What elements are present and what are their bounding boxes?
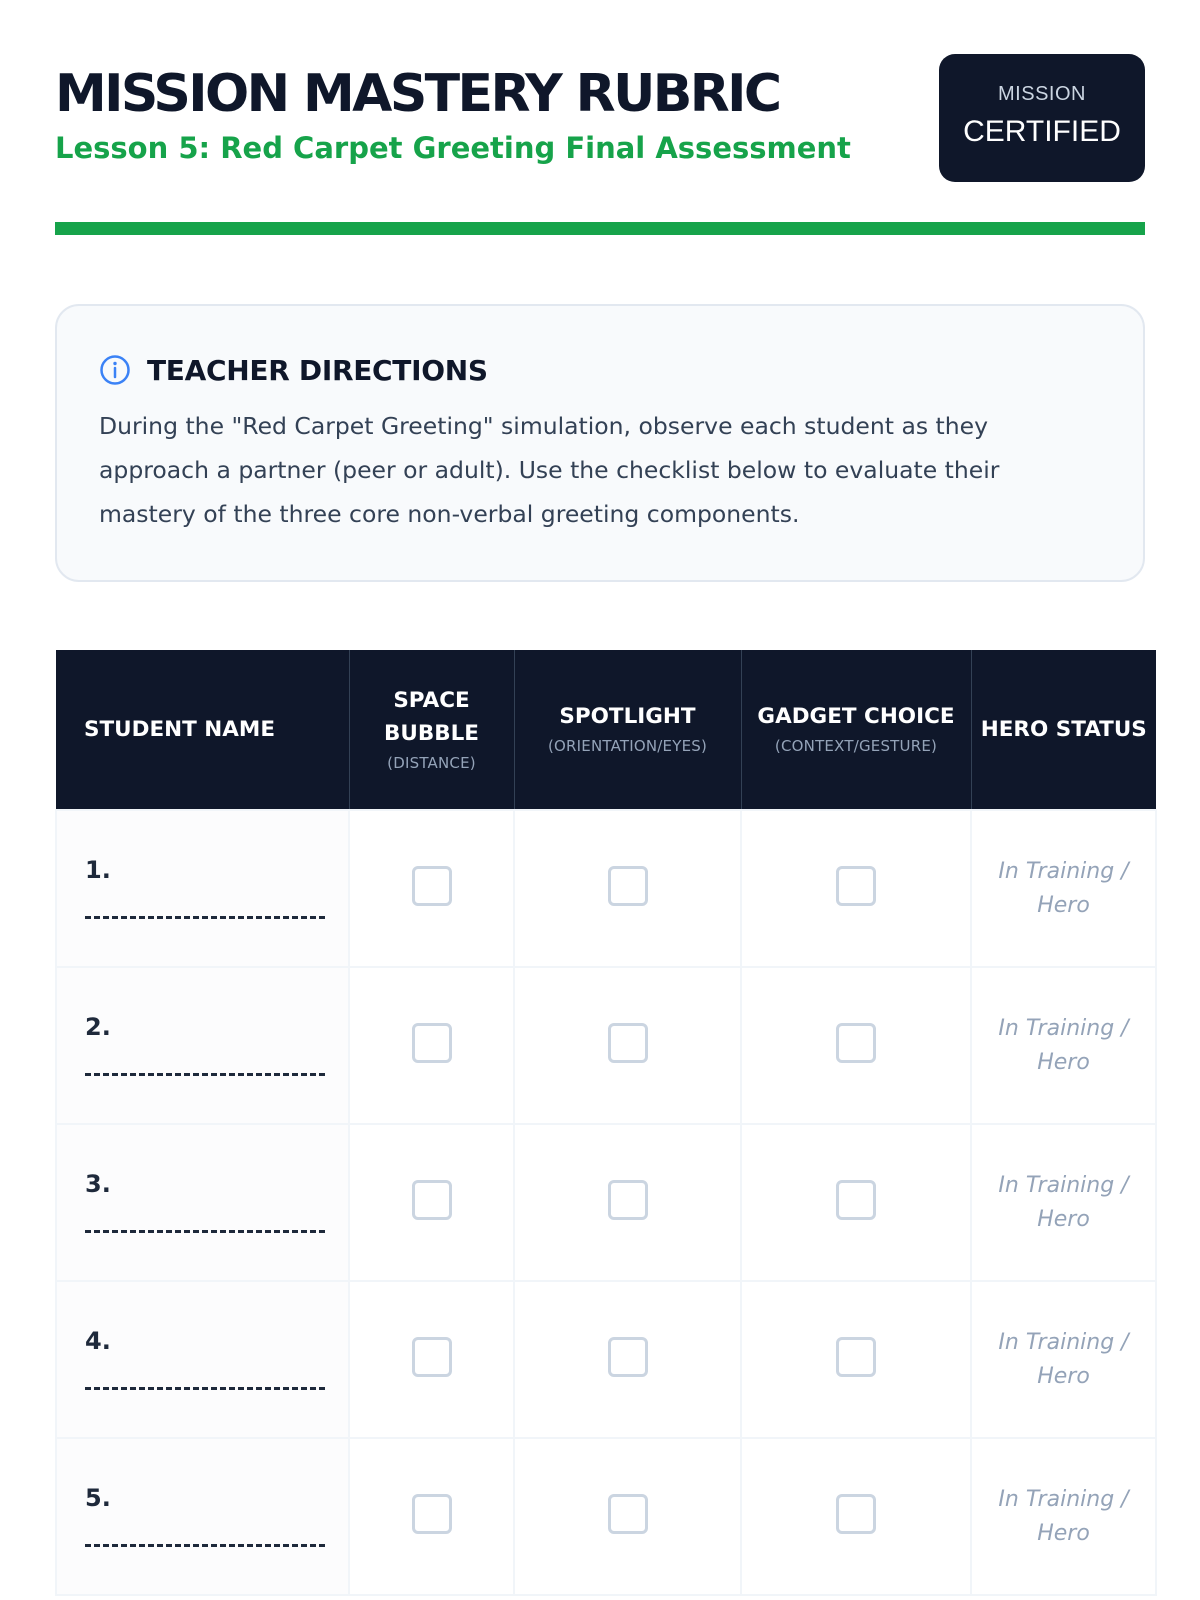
spotlight-cell — [514, 810, 741, 967]
spotlight-checkbox[interactable] — [608, 866, 648, 906]
gadget-choice-checkbox[interactable] — [836, 1494, 876, 1534]
badge-value: CERTIFIED — [963, 115, 1121, 148]
student-name-blank[interactable] — [85, 1072, 325, 1076]
gadget-choice-cell — [741, 810, 971, 967]
column-sublabel: (DISTANCE) — [387, 753, 476, 772]
gadget-choice-checkbox[interactable] — [836, 1180, 876, 1220]
space-bubble-cell — [349, 1281, 514, 1438]
hero-status-cell — [971, 967, 1156, 1124]
space-bubble-cell — [349, 810, 514, 967]
column-header-space-bubble — [349, 650, 514, 810]
directions-text: During the "Red Carpet Greeting" simulation, observe each student as they approach a partner (peer or adult). Use the checklist below to evaluate their mastery of the three core non-verbal greeting components. — [99, 412, 1000, 528]
table-header-row — [56, 650, 1156, 810]
gadget-choice-checkbox[interactable] — [836, 1337, 876, 1377]
table-row — [56, 967, 1156, 1124]
certified-badge — [939, 54, 1145, 182]
page-title: MISSION MASTERY RUBRIC — [55, 64, 780, 124]
hero-status-text: In Training / Hero — [998, 1015, 1129, 1075]
hero-status-text: In Training / Hero — [998, 858, 1129, 918]
student-name-cell — [56, 1281, 349, 1438]
table-row — [56, 1124, 1156, 1281]
header-divider — [55, 222, 1145, 235]
spotlight-checkbox[interactable] — [608, 1337, 648, 1377]
directions-title: TEACHER DIRECTIONS — [147, 353, 488, 387]
gadget-choice-checkbox[interactable] — [836, 866, 876, 906]
directions-heading — [99, 350, 1101, 390]
space-bubble-checkbox[interactable] — [412, 1023, 452, 1063]
student-name-blank[interactable] — [85, 915, 325, 919]
row-number: 3. — [85, 1170, 111, 1198]
spotlight-cell — [514, 1124, 741, 1281]
spotlight-cell — [514, 967, 741, 1124]
space-bubble-checkbox[interactable] — [412, 1180, 452, 1220]
table-row — [56, 810, 1156, 967]
space-bubble-checkbox[interactable] — [412, 866, 452, 906]
gadget-choice-cell — [741, 1124, 971, 1281]
spotlight-checkbox[interactable] — [608, 1023, 648, 1063]
hero-status-text: In Training / Hero — [998, 1486, 1129, 1546]
row-number: 5. — [85, 1484, 111, 1512]
hero-status-text: In Training / Hero — [998, 1172, 1129, 1232]
gadget-choice-cell — [741, 1438, 971, 1595]
space-bubble-checkbox[interactable] — [412, 1337, 452, 1377]
spotlight-checkbox[interactable] — [608, 1180, 648, 1220]
space-bubble-cell — [349, 1124, 514, 1281]
spotlight-cell — [514, 1281, 741, 1438]
gadget-choice-cell — [741, 1281, 971, 1438]
row-number: 2. — [85, 1013, 111, 1041]
badge-label: MISSION — [998, 83, 1086, 105]
gadget-choice-cell — [741, 967, 971, 1124]
row-number: 4. — [85, 1327, 111, 1355]
hero-status-cell — [971, 1281, 1156, 1438]
teacher-directions-panel — [55, 304, 1145, 582]
column-label: GADGET CHOICE — [757, 704, 955, 729]
table-row — [56, 1438, 1156, 1595]
rubric-table — [55, 650, 1157, 1596]
column-label: SPACE BUBBLE — [383, 687, 479, 746]
student-name-cell — [56, 1438, 349, 1595]
info-icon — [99, 354, 131, 386]
hero-status-text: In Training / Hero — [998, 1329, 1129, 1389]
page-header — [55, 0, 1145, 228]
hero-status-cell — [971, 1438, 1156, 1595]
column-header-student-name — [56, 650, 349, 810]
student-name-cell — [56, 1124, 349, 1281]
column-header-gadget-choice — [741, 650, 971, 810]
space-bubble-cell — [349, 1438, 514, 1595]
column-sublabel: (ORIENTATION/EYES) — [547, 737, 708, 755]
gadget-choice-checkbox[interactable] — [836, 1023, 876, 1063]
space-bubble-cell — [349, 967, 514, 1124]
column-label: HERO STATUS — [980, 717, 1147, 742]
column-header-hero-status — [971, 650, 1156, 810]
spotlight-checkbox[interactable] — [608, 1494, 648, 1534]
table-row — [56, 1281, 1156, 1438]
student-name-blank[interactable] — [85, 1543, 325, 1547]
column-label: STUDENT NAME — [84, 717, 276, 742]
hero-status-cell — [971, 810, 1156, 967]
page-subtitle: Lesson 5: Red Carpet Greeting Final Assessment — [55, 131, 851, 165]
space-bubble-checkbox[interactable] — [412, 1494, 452, 1534]
column-label: SPOTLIGHT — [559, 704, 696, 729]
column-header-spotlight — [514, 650, 741, 810]
student-name-cell — [56, 967, 349, 1124]
student-name-blank[interactable] — [85, 1386, 325, 1390]
column-sublabel: (CONTEXT/GESTURE) — [774, 737, 938, 755]
row-number: 1. — [85, 856, 111, 884]
hero-status-cell — [971, 1124, 1156, 1281]
student-name-blank[interactable] — [85, 1229, 325, 1233]
student-name-cell — [56, 810, 349, 967]
spotlight-cell — [514, 1438, 741, 1595]
